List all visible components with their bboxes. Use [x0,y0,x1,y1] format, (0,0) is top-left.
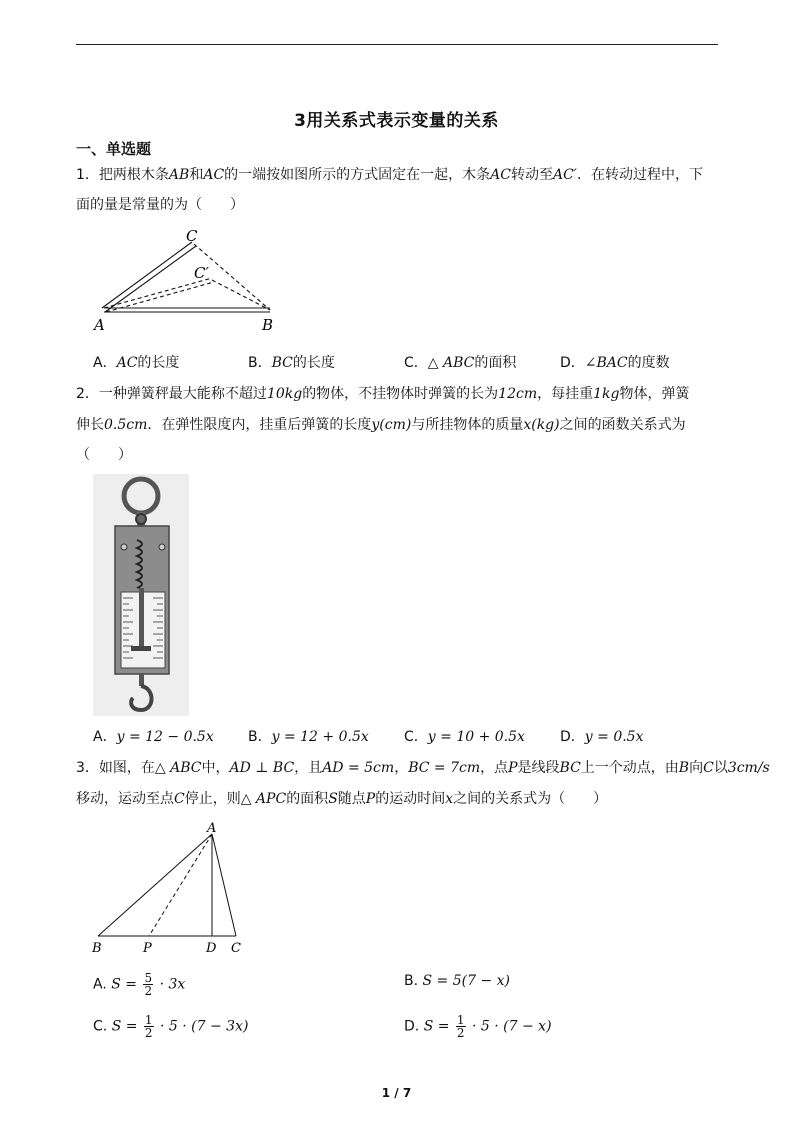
q2-option-d[interactable]: D．y = 0.5x [560,729,644,745]
q1-option-b[interactable]: B．BC的长度 [248,355,335,371]
q3-segment-ac [212,834,236,936]
q1-label-cp: C′ [194,264,209,282]
q1-label-a: A [94,316,105,334]
q3-segment-ap [149,834,212,936]
page-number: 1 / 7 [381,1086,412,1100]
section-heading: 一、单选题 [76,140,152,158]
q2-option-b[interactable]: B．y = 12 + 0.5x [248,729,369,745]
q1-dashed-acp-upper [104,278,212,308]
q1-option-d[interactable]: D．∠BAC的度数 [560,355,670,371]
q1-label-c: C [186,228,198,245]
q2-stem-line2: 伸长0.5cm．在弹性限度内，挂重后弹簧的长度y(cm)与所挂物体的质量x(kg)之间的函数关系式为 [76,417,686,433]
q3-option-c[interactable]: C. S = $\frac{1}{2}$ · 5 · (7 − 3x) [93,1013,249,1040]
q1-stem-line2: 面的量是常量的为（ ） [76,197,244,213]
q3-option-a[interactable]: A. S = $\frac{5}{2}$ · 3x [93,971,186,998]
q3-label-p: P [143,941,152,956]
q3-option-d[interactable]: D. S = $\frac{1}{2}$ · 5 · (7 − x) [404,1013,552,1040]
q1-stick-ac-lower [105,246,196,312]
q2-stem-line1: 2．一种弹簧秤最大能称不超过10kg的物体，不挂物体时弹簧的长为12cm，每挂重1kg物体，弹簧 [76,386,690,402]
q1-figure [90,228,290,336]
q3-option-d-fraction: $\frac{1}{2}$ [456,1013,465,1040]
q1-option-a[interactable]: A．AC的长度 [93,355,180,371]
q3-label-a: A [207,821,217,836]
q1-label-b: B [262,316,274,334]
spring-scale-figure [93,474,189,716]
q2-option-c[interactable]: C．y = 10 + 0.5x [404,729,525,745]
q3-option-b[interactable]: B. S = 5(7 − x) [404,973,511,989]
q2-stem-line3: （ ） [76,447,132,463]
q3-stem-line1: 3．如图，在△ ABC中，AD ⊥ BC，且AD = 5cm，BC = 7cm，点P是线段BC上一个动点，由B向C以3cm/s [76,760,770,776]
q3-stem-line2: 移动，运动至点C停止，则△ APC的面积S随点P的运动时间x之间的关系式为（ ） [76,791,608,807]
page-title: 3用关系式表示变量的关系 [294,111,499,131]
q3-option-c-fraction: $\frac{1}{2}$ [144,1013,153,1040]
q1-dashed-cpb [212,280,270,310]
q3-segment-ab [98,834,212,936]
q2-option-a[interactable]: A．y = 12 − 0.5x [93,729,214,745]
q1-stick-ac-upper [102,242,192,308]
header-rule [76,44,718,45]
q3-label-b: B [92,941,102,956]
q3-option-a-fraction: $\frac{5}{2}$ [144,971,153,998]
q3-label-c: C [231,941,241,956]
q1-option-c[interactable]: C．△ ABC的面积 [404,355,517,371]
q3-label-d: D [206,941,217,956]
q3-figure [88,818,248,958]
q1-stem-line1: 1．把两根木条AB和AC的一端按如图所示的方式固定在一起，木条AC转动至AC′．在转动过程中，下 [76,167,703,183]
